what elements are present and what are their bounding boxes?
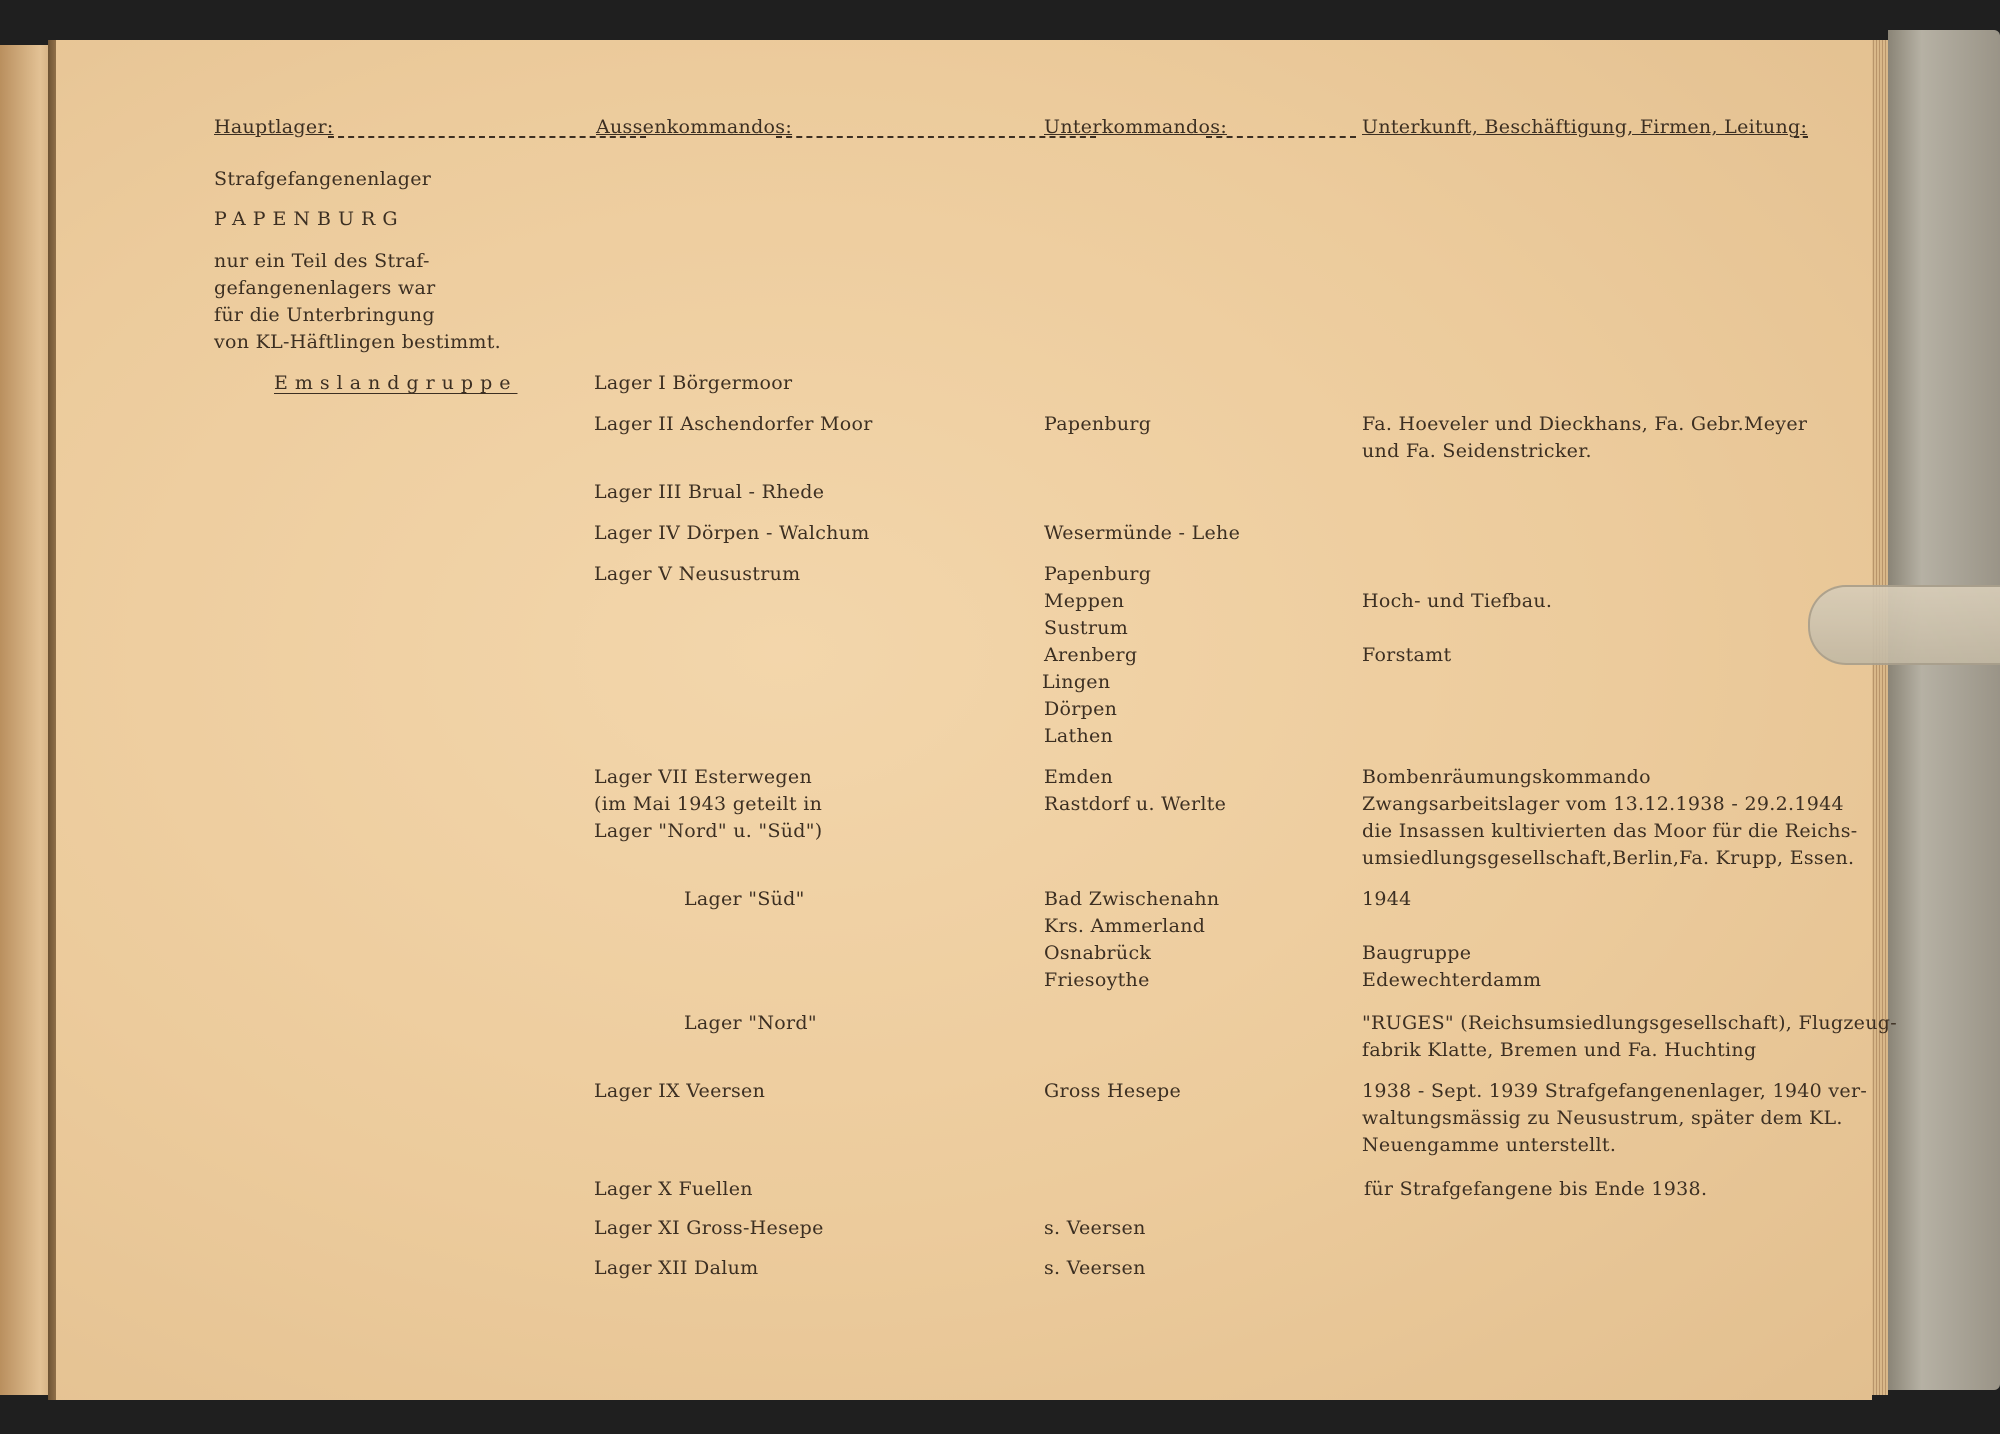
header-dash-4 [1794, 136, 1808, 138]
lager-xi: Lager XI Gross-Hesepe [594, 1217, 824, 1239]
lager-v: Lager V Neusustrum [594, 563, 801, 585]
lager-v-unter-1: Papenburg [1044, 563, 1152, 585]
lager-v-unter-4: Arenberg [1044, 644, 1138, 666]
lager-ix-info-3: Neuengamme unterstellt. [1362, 1134, 1617, 1156]
lager-sued: Lager "Süd" [684, 888, 805, 910]
lager-sued-unter-2: Krs. Ammerland [1044, 915, 1206, 937]
lager-sued-info-3: Edewechterdamm [1362, 969, 1542, 991]
lager-vii-info-2: Zwangsarbeitslager vom 13.12.1938 - 29.2.1944 [1362, 793, 1844, 815]
lager-v-info-1: Hoch- und Tiefbau. [1362, 590, 1553, 612]
lager-nord-info-2: fabrik Klatte, Bremen und Fa. Huchting [1362, 1039, 1757, 1061]
lager-ii-info-1: Fa. Hoeveler und Dieckhans, Fa. Gebr.Meyer [1362, 413, 1808, 435]
lager-ii-unterkommando: Papenburg [1044, 413, 1152, 435]
lager-xii: Lager XII Dalum [594, 1257, 759, 1279]
lager-vii-unter-2: Rastdorf u. Werlte [1044, 793, 1227, 815]
lager-vii-info-3: die Insassen kultivierten das Moor für die Reichs- [1362, 820, 1858, 842]
lager-ix-info-2: waltungsmässig zu Neusustrum, später dem KL. [1362, 1107, 1843, 1129]
header-aussenkommandos: Aussenkommandos: [596, 116, 793, 138]
lager-v-unter-7: Lathen [1044, 725, 1114, 747]
lager-v-unter-6: Dörpen [1044, 698, 1118, 720]
lager-ix: Lager IX Veersen [594, 1080, 766, 1102]
lager-ix-info-1: 1938 - Sept. 1939 Strafgefangenenlager, 1940 ver- [1362, 1080, 1868, 1102]
lager-v-unter-3: Sustrum [1044, 617, 1129, 639]
lager-x: Lager X Fuellen [594, 1178, 753, 1200]
hauptlager-note-1: nur ein Teil des Straf- [214, 250, 430, 272]
hauptlager-title: Strafgefangenenlager [214, 168, 432, 190]
document-page [56, 40, 1897, 1400]
lager-nord-info-1: "RUGES" (Reichsumsiedlungsgesellschaft), Flugzeug- [1362, 1012, 1897, 1034]
lager-vii-line-1: Lager VII Esterwegen [594, 766, 812, 788]
lager-xii-unterkommando: s. Veersen [1044, 1257, 1146, 1279]
hauptlager-note-4: von KL-Häftlingen bestimmt. [214, 331, 501, 353]
lager-vii-unter-1: Emden [1044, 766, 1114, 788]
hauptlager-note-3: für die Unterbringung [214, 304, 435, 326]
lager-nord: Lager "Nord" [684, 1012, 817, 1034]
lager-vii-line-2: (im Mai 1943 geteilt in [594, 793, 823, 815]
lager-v-info-2: Forstamt [1362, 644, 1452, 666]
paper-clip-tab [1808, 585, 2000, 665]
lager-ii-info-2: und Fa. Seidenstricker. [1362, 440, 1592, 462]
lager-xi-unterkommando: s. Veersen [1044, 1217, 1146, 1239]
header-dash-3 [1206, 136, 1356, 138]
lager-iv-unterkommando: Wesermünde - Lehe [1044, 522, 1241, 544]
lager-iii: Lager III Brual - Rhede [594, 481, 825, 503]
lager-x-info: für Strafgefangene bis Ende 1938. [1364, 1178, 1708, 1200]
header-unterkunft: Unterkunft, Beschäftigung, Firmen, Leitung: [1362, 116, 1808, 138]
lager-vii-line-3: Lager "Nord" u. "Süd") [594, 820, 823, 842]
lager-ii: Lager II Aschendorfer Moor [594, 413, 873, 435]
lager-vii-info-4: umsiedlungsgesellschaft,Berlin,Fa. Krupp, Essen. [1362, 847, 1855, 869]
lager-i: Lager I Börgermoor [594, 372, 793, 394]
lager-ix-unterkommando: Gross Hesepe [1044, 1080, 1182, 1102]
lager-iv: Lager IV Dörpen - Walchum [594, 522, 870, 544]
lager-sued-unter-3: Osnabrück [1044, 942, 1152, 964]
binder-cover [1888, 30, 2000, 1390]
lager-sued-info-1: 1944 [1362, 888, 1412, 910]
lager-sued-unter-1: Bad Zwischenahn [1044, 888, 1220, 910]
lager-sued-unter-4: Friesoythe [1044, 969, 1150, 991]
lager-v-unter-2: Meppen [1044, 590, 1125, 612]
emslandgruppe-label: Emslandgruppe [274, 372, 518, 394]
hauptlager-name: PAPENBURG [214, 208, 405, 230]
hauptlager-note-2: gefangenenlagers war [214, 277, 436, 299]
lager-vii-info-1: Bombenräumungskommando [1362, 766, 1651, 788]
lager-v-unter-5: Lingen [1042, 671, 1111, 693]
header-unterkommandos: Unterkommandos: [1044, 116, 1228, 138]
lager-sued-info-2: Baugruppe [1362, 942, 1472, 964]
header-hauptlager: Hauptlager: [214, 116, 334, 138]
